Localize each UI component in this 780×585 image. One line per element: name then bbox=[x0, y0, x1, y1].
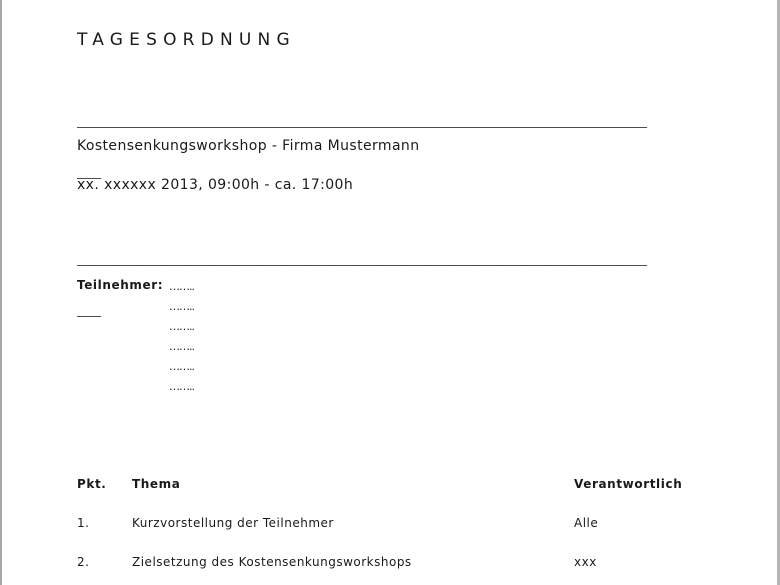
participant-entry: …….. bbox=[169, 300, 194, 313]
document-title: TAGESORDNUNG bbox=[77, 30, 296, 50]
participant-entry: …….. bbox=[169, 340, 194, 353]
participant-entry: …….. bbox=[169, 380, 194, 393]
agenda-header-pkt: Pkt. bbox=[77, 477, 107, 491]
agenda-row-2-verantwortlich: xxx bbox=[574, 555, 597, 569]
agenda-row-2-thema: Zielsetzung des Kostensenkungsworkshops bbox=[132, 555, 412, 569]
page-border-left bbox=[0, 0, 2, 585]
separator-line-bottom-main: _______________________________________________________________________________________________ bbox=[77, 252, 647, 266]
agenda-row-1-pkt: 1. bbox=[77, 516, 90, 530]
agenda-header-verantwortlich: Verantwortlich bbox=[574, 477, 683, 491]
agenda-row-1-verantwortlich: Alle bbox=[574, 516, 599, 530]
agenda-header-thema: Thema bbox=[132, 477, 181, 491]
agenda-row-2-pkt: 2. bbox=[77, 555, 90, 569]
workshop-date-time: xx. xxxxxx 2013, 09:00h - ca. 17:00h bbox=[77, 177, 354, 193]
workshop-title: Kostensenkungsworkshop - Firma Mustermann bbox=[77, 138, 420, 154]
participant-entry: …….. bbox=[169, 320, 194, 333]
participant-entry: …….. bbox=[169, 280, 194, 293]
separator-line-top-main: _______________________________________________________________________________________________ bbox=[77, 114, 647, 128]
agenda-row-1-thema: Kurzvorstellung der Teilnehmer bbox=[132, 516, 334, 530]
separator-line-bottom-tail: ____ bbox=[77, 303, 101, 317]
separator-line-top-tail: ____ bbox=[77, 165, 101, 179]
participants-list bbox=[169, 280, 194, 400]
participants-label: Teilnehmer: bbox=[77, 278, 164, 292]
participant-entry: …….. bbox=[169, 360, 194, 373]
